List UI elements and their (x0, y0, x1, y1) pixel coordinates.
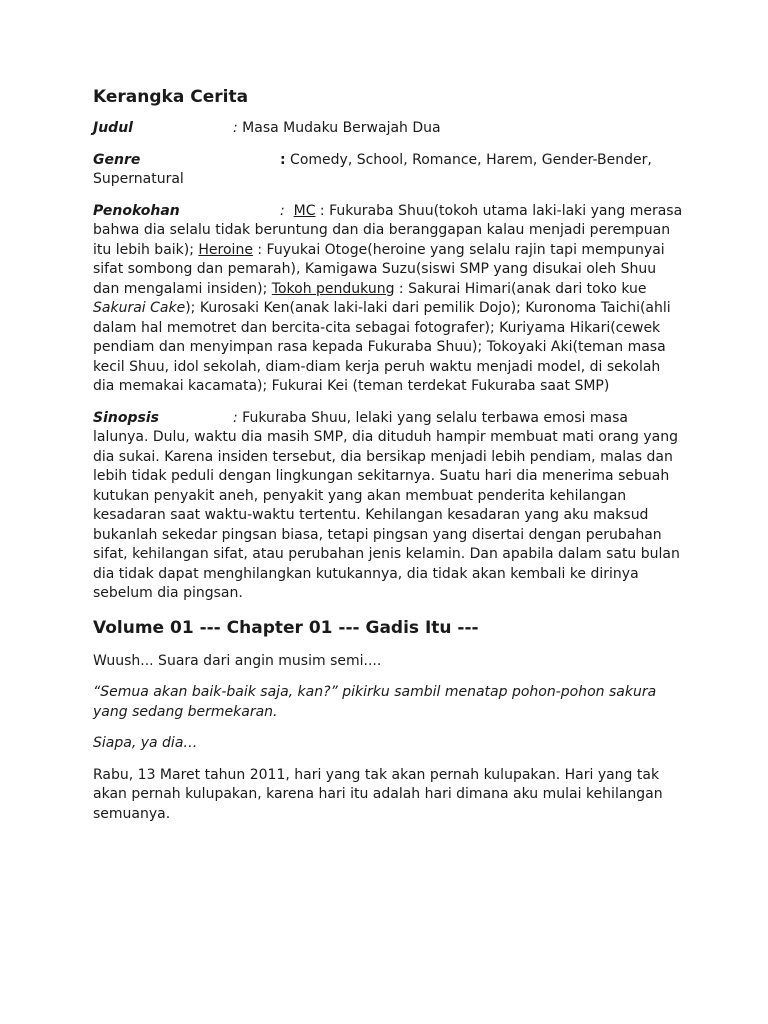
story-thought: Siapa, ya dia… (93, 735, 198, 751)
sinopsis-paragraph (93, 409, 683, 604)
mc-text: : Fukuraba Shuu(tokoh utama laki-laki yang merasa bahwa dia selalu tidak beruntung dan dia beranggapan kalau menjadi perempuan itu lebih baik); (93, 202, 683, 258)
penokohan-separator: : (280, 202, 285, 219)
story-paragraph-date: Rabu, 13 Maret tahun 2011, hari yang tak akan pernah kulupakan. Hari yang tak akan pernah kulupakan, karena hari itu adalah hari dimana aku mulai kehilangan semuanya. (93, 766, 663, 822)
document-title: Kerangka Cerita (93, 87, 249, 107)
pendukung-text: : Sakurai Himari(anak dari toko kue (394, 280, 647, 297)
penokohan-label: Penokohan (93, 202, 180, 219)
document-page (93, 85, 683, 836)
sinopsis-separator: : (233, 409, 238, 426)
story-dialogue: “Semua akan baik-baik saja, kan?” pikirku sambil menatap pohon-pohon sakura yang sedang bermekaran. (93, 684, 657, 720)
story-paragraph: Wuush... Suara dari angin musim semi.... (93, 652, 382, 669)
chapter-heading: Volume 01 --- Chapter 01 --- Gadis Itu --- (93, 617, 479, 638)
judul-value: Masa Mudaku Berwajah Dua (237, 120, 441, 136)
pendukung-text-rest: ); Kurosaki Ken(anak laki-laki dari pemilik Dojo); Kuronoma Taichi(ahli dalam hal memotret dan bercita-cita sebagai fotografer); Kuriyama Hikari(cewek pendiam dan menyimpan rasa kepada Fukuraba Shuu); Tokoyaki Aki(teman masa kecil Shuu, idol sekolah, diam-diam kerja peruh waktu menjadi model, di sekolah dia memakai kacamata); Fukurai Kei (teman terdekat Fukuraba saat SMP) (93, 300, 671, 394)
genre-separator: : (280, 151, 286, 168)
judul-separator: : (233, 120, 238, 136)
genre-label: Genre (93, 151, 141, 168)
penokohan-paragraph (93, 202, 683, 397)
judul-line (93, 119, 683, 139)
sakurai-cake: Sakurai Cake (93, 300, 186, 316)
genre-value: Comedy, School, Romance, Harem, Gender-Bender, Supernatural (93, 151, 652, 187)
mc-label: MC (293, 202, 316, 219)
sinopsis-value: Fukuraba Shuu, lelaki yang selalu terbawa emosi masa lalunya. Dulu, waktu dia masih SMP, dia dituduh hampir membuat mati orang yang dia sukai. Karena insiden tersebut, dia bersikap menjadi lebih pendiam, malas dan lebih tidak peduli dengan lingkungan sekitarnya. Suatu hari dia menerima sebuah kutukan penyakit aneh, penyakit yang akan membuat penderita kehilangan kesadaran saat waktu-waktu tertentu. Kehilangan kesadaran yang aku maksud bukanlah sekedar pingsan biasa, tetapi pingsan yang disertai dengan perubahan sifat, kehilangan sifat, atau perubahan jenis kelamin. Dan apabila dalam satu bulan dia tidak dapat menghilangkan kutukannya, dia tidak akan kembali ke dirinya sebelum dia pingsan. (93, 409, 680, 601)
heroine-label: Heroine (198, 241, 253, 258)
genre-line (93, 151, 683, 190)
sinopsis-label: Sinopsis (93, 409, 159, 426)
heroine-text: : Fuyukai Otoge(heroine yang selalu rajin tapi mempunyai sifat sombong dan pemarah), Kamigawa Suzu(siswi SMP yang disukai oleh Shuu dan mengalami insiden); (93, 241, 665, 297)
tokoh-pendukung-label: Tokoh pendukung (271, 280, 395, 297)
judul-label: Judul (93, 120, 133, 136)
